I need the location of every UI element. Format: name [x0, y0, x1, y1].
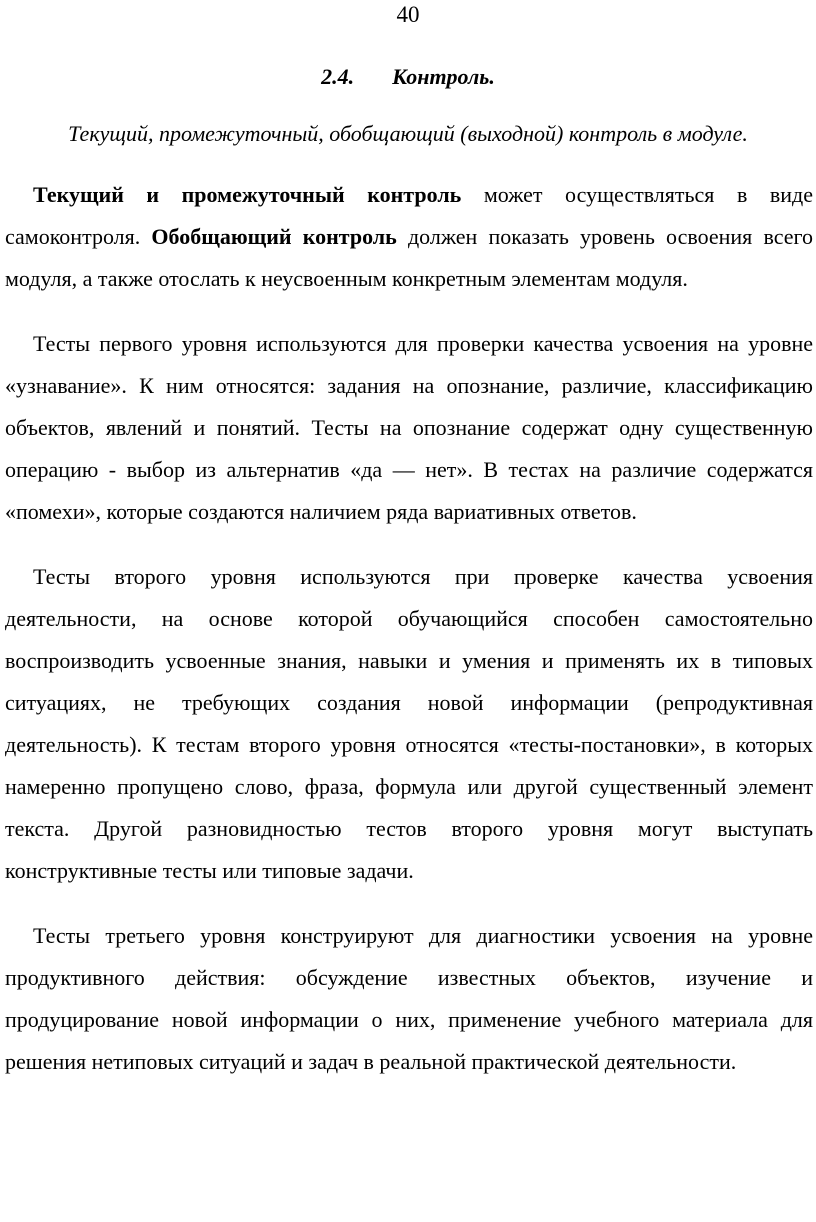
body-text: [5, 174, 813, 1106]
section-title: Контроль.: [392, 64, 495, 89]
paragraph-control-types: [5, 174, 813, 300]
paragraph-text: может осуществляться в виде самоконтроля.: [5, 182, 813, 249]
paragraph-level-one-tests: Тесты первого уровня используются для проверки качества усвоения на уровне «узнавание». К ним относятся: задания на опознание, различие, классификацию объектов, явлений и понятий. Тесты на опознание содержат одну существенную операцию - выбор из альтернатив «да — нет». В тестах на различие содержатся «помехи», которые создаются наличием ряда вариативных ответов.: [5, 331, 813, 524]
bold-term-summary-control: Обобщающий контроль: [151, 224, 397, 249]
paragraph-text: должен показать уровень освоения всего модуля, а также отослать к неусвоенным конкретным элементам модуля.: [5, 224, 813, 291]
section-subtitle: Текущий, промежуточный, обобщающий (выходной) контроль в модуле.: [68, 121, 748, 146]
paragraph-level-two-tests: Тесты второго уровня используются при проверке качества усвоения деятельности, на основе которой обучающийся способен самостоятельно воспроизводить усвоенные знания, навыки и умения и применять их в типовых ситуациях, не требующих создания новой информации (репродуктивная деятельность). К тестам второго уровня относятся «тесты-постановки», в которых намеренно пропущено слово, фраза, формула или другой существенный элемент текста. Другой разновидностью тестов второго уровня могут выступать конструктивные тесты или типовые задачи.: [5, 564, 813, 883]
section-heading: [0, 64, 816, 90]
section-number: 2.4.: [321, 64, 355, 89]
bold-term-current-control: Текущий и промежуточный контроль: [33, 182, 462, 207]
paragraph-level-three-tests: Тесты третьего уровня конструируют для диагностики усвоения на уровне продуктивного действия: обсуждение известных объектов, изучение и продуцирование новой информации о них, применение учебного материала для решения нетиповых ситуаций и задач в реальной практической деятельности.: [5, 923, 813, 1074]
page-number: 40: [396, 2, 420, 27]
